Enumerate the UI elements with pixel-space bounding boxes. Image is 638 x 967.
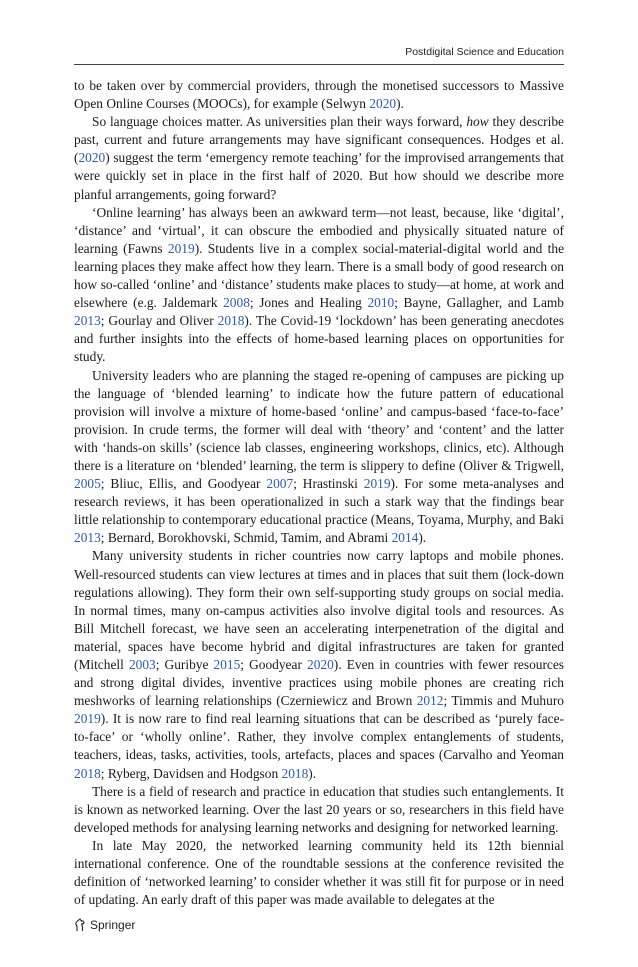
text-run: ). It is now rare to find real learning situations that can be described as ‘purely face-to-face’ or ‘wholly online’. Rather, they involve complex entanglements of students, teachers, ideas, tasks, activities, tools, artefacts, places and spaces (Carvalho and Yeoman (74, 711, 564, 763)
body-paragraph (74, 783, 564, 837)
running-head-journal: Postdigital Science and Education (405, 46, 564, 58)
text-run: ) suggest the term ‘emergency remote teaching’ for the improvised arrangements that were quickly set in place in the first half of 2020. But how should we describe more planful arrangements, going forward? (74, 150, 564, 202)
text-run: ). Even in countries with fewer resources and strong digital divides, inventive practices using mobile phones are creating rich meshworks of learning relationships (Czerniewicz and Brown (74, 657, 565, 709)
text-run: ; Guribye (155, 657, 214, 672)
body-paragraph (74, 837, 564, 909)
springer-horse-icon (74, 918, 86, 932)
citation-link[interactable]: 2003 (128, 657, 156, 672)
text-run: ‘Online learning’ has always been an awkward term—not least, because, like ‘digital’, ‘distance’ and ‘virtual’, it can obscure the embodied and physically situated nature of learning (Fawns (74, 204, 564, 256)
text-run: There is a field of research and practice in education that studies such entanglements. It is known as networked learning. Over the last 20 years or so, researchers in this field have developed methods for analysing learning networks and designing for networked learning. (74, 783, 564, 835)
text-run: ; Hrastinski (293, 476, 364, 492)
text-run: In late May 2020, the networked learning community held its 12th biennial international conference. One of the roundtable sessions at the conference revisited the definition of ‘networked learning’ to consider whether it was still fit for purpose or in need of updating. An early draft of this paper was made available to delegates at the (74, 837, 564, 908)
citation-link[interactable]: 2020 (78, 150, 106, 166)
citation-link[interactable]: 2018 (217, 313, 245, 329)
text-run: to be taken over by commercial providers, through the monetised successors to Massive Open Online Courses (MOOCs), for example (Selwyn (74, 78, 564, 112)
text-run: ; Bayne, Gallagher, and Lamb (394, 295, 564, 311)
citation-link[interactable]: 2020 (369, 96, 397, 112)
citation-link[interactable]: 2019 (363, 476, 391, 492)
body-paragraph (74, 77, 564, 113)
text-run: ; Jones and Healing (249, 295, 368, 311)
text-run: they describe past, current and future arrangements may have significant consequences. Hodges et al. ( (74, 114, 564, 166)
text-run: ; Bliuc, Ellis, and Goodyear (100, 476, 267, 492)
text-run: So language choices matter. As universities plan their ways forward, (92, 114, 467, 130)
text-run: ; Gourlay and Oliver (100, 313, 218, 329)
citation-link[interactable]: 2012 (416, 693, 444, 709)
page-footer (74, 918, 135, 932)
text-run: ; Timmis and Muhuro (443, 693, 564, 709)
emphasis-text: how (466, 114, 489, 130)
text-run: University leaders who are planning the staged re-opening of campuses are picking up the language of ‘blended learning’ to indicate how the future pattern of educational provision will involve a mixture of home-based ‘online’ and campus-based ‘face-to-face’ provision. In crude terms, the former will deal with ‘theory’ and ‘content’ and the latter with ‘hands-on skills’ (science lab classes, engineering workshops, clinics, etc). Although there is a literature on ‘blended’ learning, the term is slippery to define (Oliver & Trigwell, (74, 367, 564, 473)
text-run: Many university students in richer countries now carry laptops and mobile phones. Well-resourced students can view lectures at times and in places that suit them (lock-down regulations allowing). They form their own self-supporting study groups on social media. In normal times, many on-campus activities also involve digital tools and resources. As Bill Mitchell forecast, we have seen an accelerating interpenetration of the digital and material, spaces have become hybrid and digital infrastructures are taken for granted (Mitchell (74, 548, 564, 672)
citation-link[interactable]: 2014 (391, 530, 419, 546)
text-run: ; Goodyear (240, 657, 308, 672)
body-paragraph (74, 547, 564, 782)
citation-link[interactable]: 2010 (367, 295, 395, 311)
citation-link[interactable]: 2020 (307, 657, 334, 672)
article-body (74, 77, 564, 909)
citation-link[interactable]: 2018 (281, 765, 309, 781)
body-paragraph (74, 204, 564, 367)
text-run: ). (418, 530, 427, 546)
text-run: ). Students live in a complex social-material-digital world and the learning places they make affect how they learn. There is a small body of good research on how so-called ‘online’ and ‘distance’ students make places to study—at home, at work and elsewhere (e.g. Jaldemark (74, 240, 565, 311)
citation-link[interactable]: 2005 (74, 476, 101, 492)
citation-link[interactable]: 2013 (74, 313, 101, 329)
citation-link[interactable]: 2007 (266, 476, 294, 492)
publisher-name: Springer (90, 918, 136, 932)
header-rule (74, 64, 564, 65)
citation-link[interactable]: 2019 (167, 240, 195, 256)
text-run: ; Bernard, Borokhovski, Schmid, Tamim, and Abrami (100, 530, 392, 546)
citation-link[interactable]: 2008 (223, 295, 250, 311)
citation-link[interactable]: 2015 (213, 657, 241, 672)
body-paragraph (74, 113, 564, 203)
text-run: ). (308, 765, 317, 781)
citation-link[interactable]: 2013 (74, 530, 101, 546)
citation-link[interactable]: 2018 (74, 765, 101, 781)
text-run: ). For some meta-analyses and research reviews, it has been operationalized in such a stark way that the findings bear little relationship to contemporary educational practice (Means, Toyama, Murphy, and Baki (74, 476, 565, 528)
body-paragraph (74, 367, 564, 548)
text-run: ). (396, 96, 404, 112)
text-run: ). The Covid-19 ‘lockdown’ has been generating anecdotes and further insights into the effects of home-based learning places on opportunities for study. (74, 313, 564, 365)
citation-link[interactable]: 2019 (74, 711, 101, 727)
text-run: ; Ryberg, Davidsen and Hodgson (100, 765, 282, 781)
